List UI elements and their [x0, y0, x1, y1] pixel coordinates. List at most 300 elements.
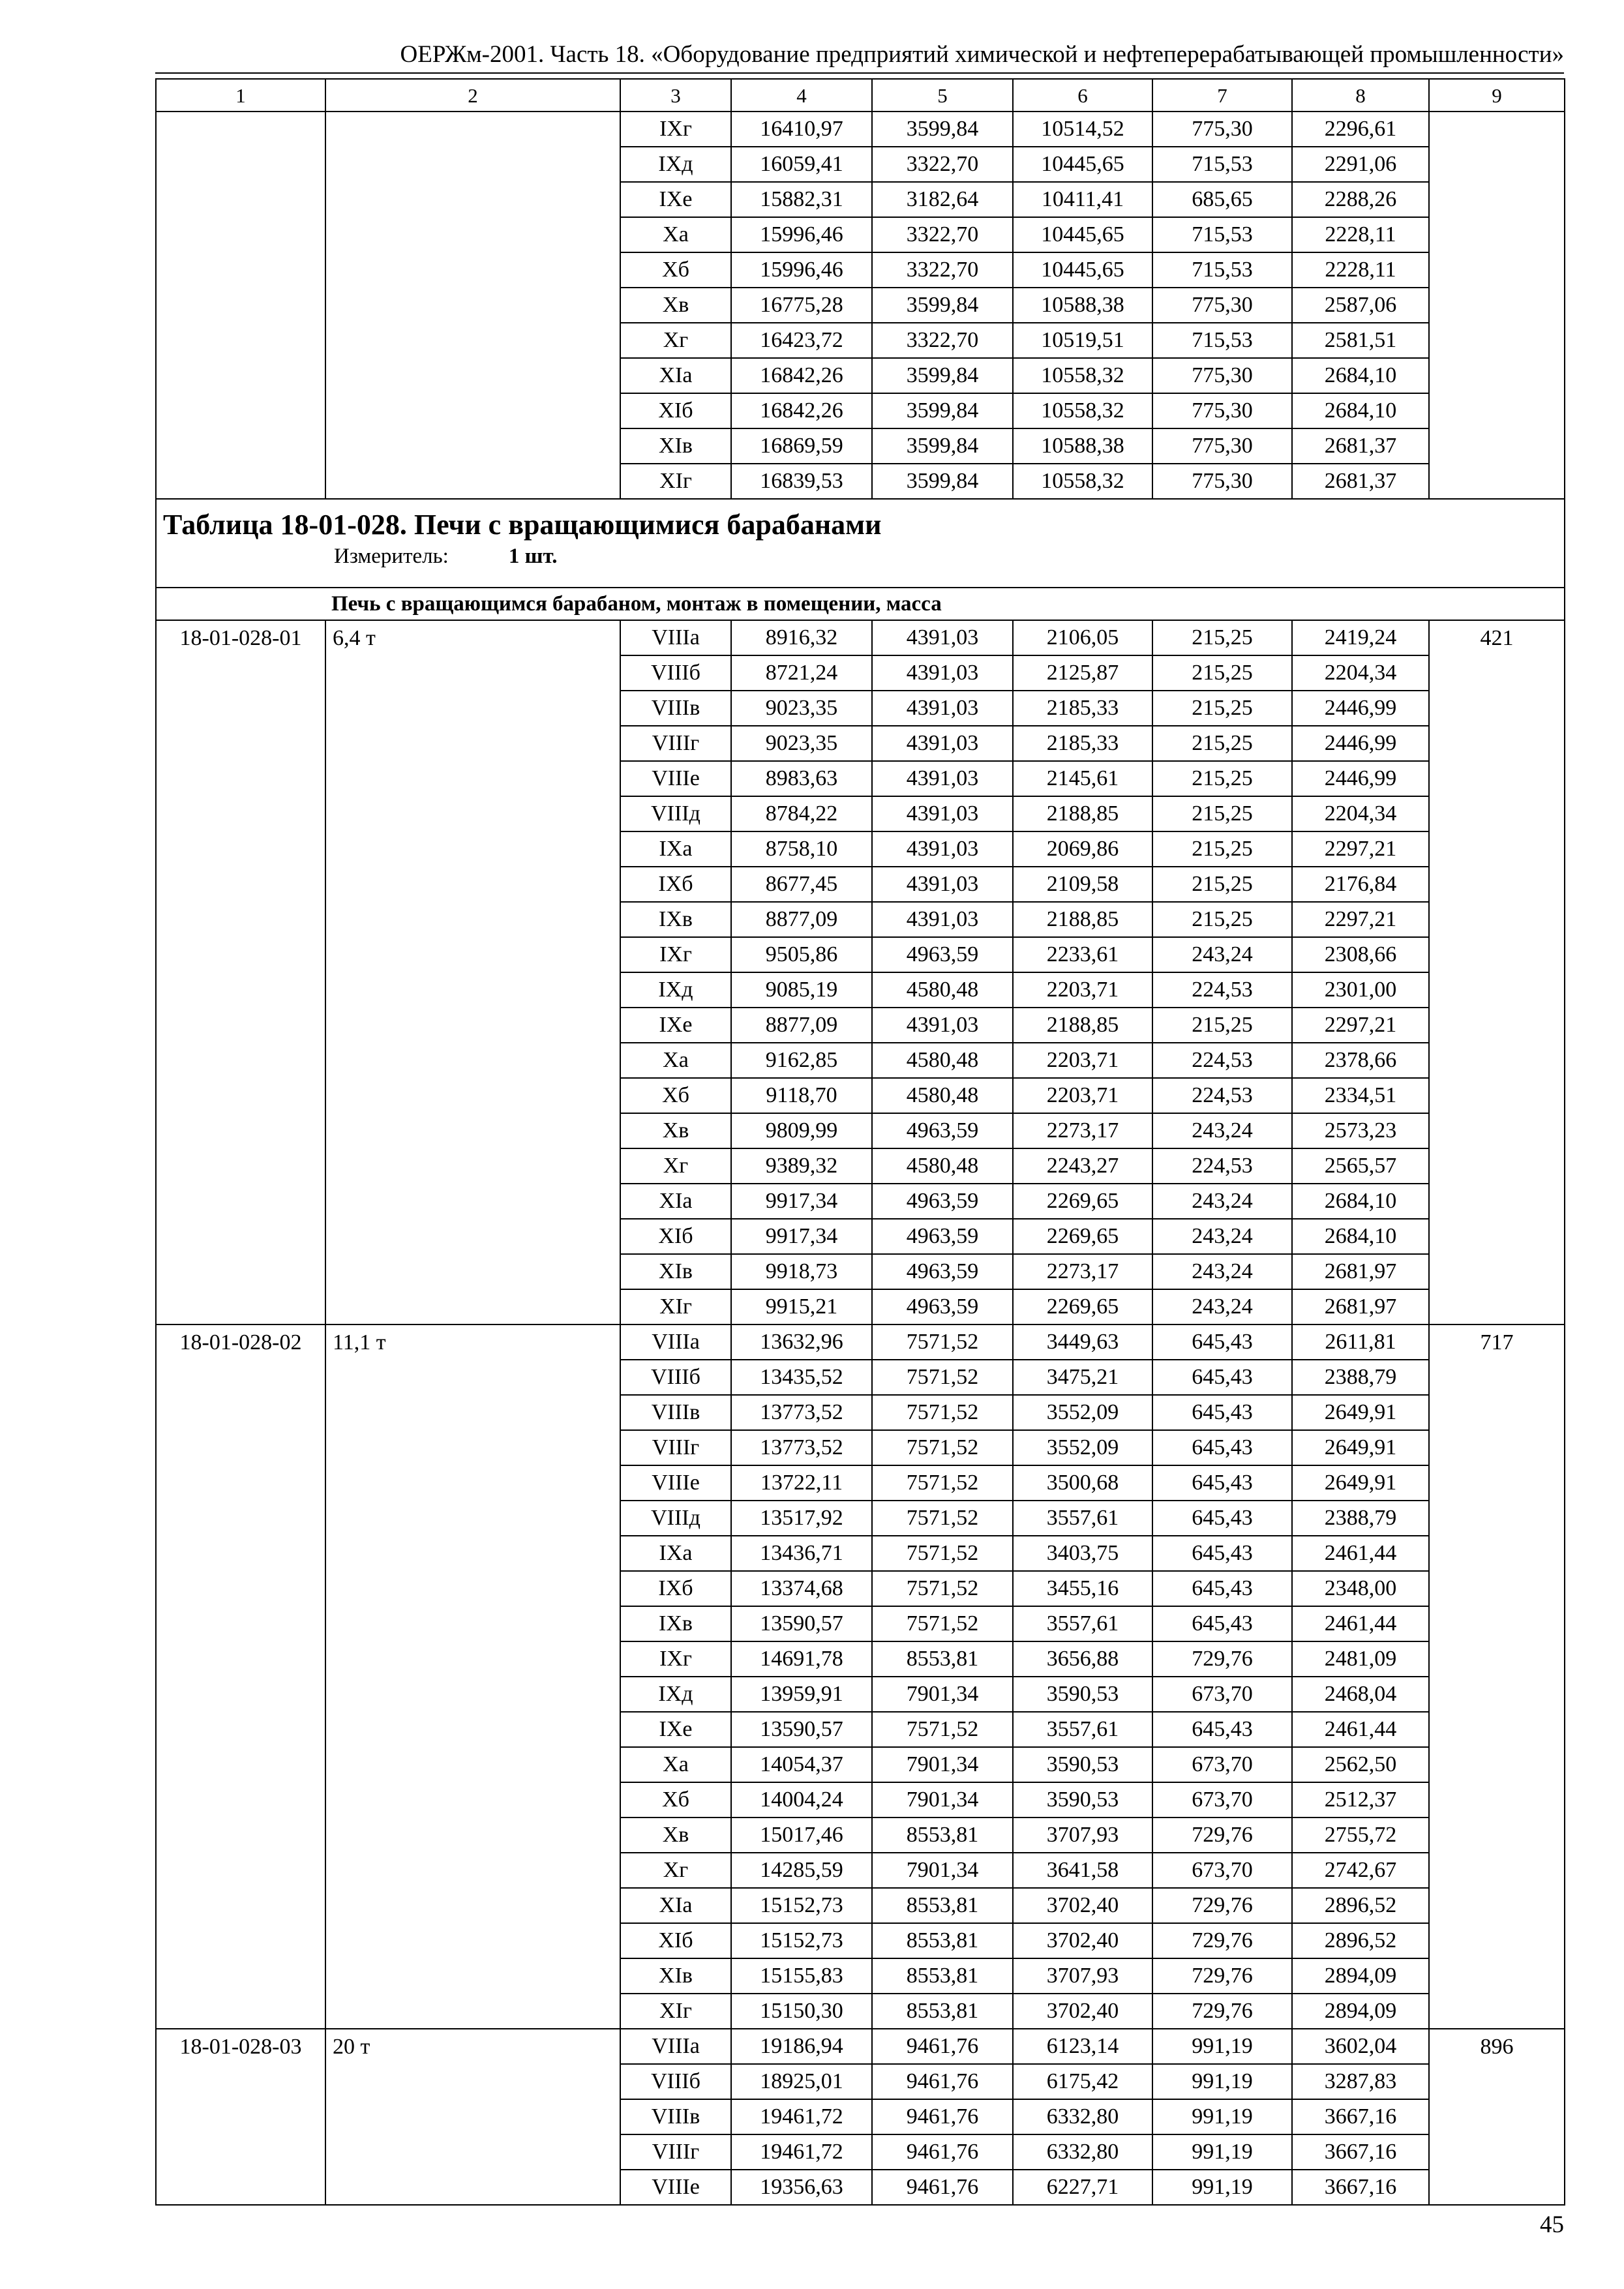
region-cell: VIIIе [620, 761, 731, 796]
unit-value: 1 шт. [508, 545, 558, 568]
labor-cost-cell: 4391,03 [872, 761, 1013, 796]
operator-wage-cell: 991,19 [1152, 2064, 1292, 2099]
operator-wage-cell: 243,24 [1152, 937, 1292, 972]
region-cell: VIIIа [620, 2029, 731, 2064]
operator-wage-cell: 645,43 [1152, 1606, 1292, 1641]
material-cost-cell: 2681,37 [1292, 464, 1429, 499]
labor-cost-cell: 4963,59 [872, 1219, 1013, 1254]
machine-cost-cell: 10445,65 [1013, 147, 1152, 182]
labor-cost-cell: 4580,48 [872, 972, 1013, 1008]
direct-cost-cell: 13773,52 [731, 1430, 872, 1465]
labor-cost-cell: 3322,70 [872, 217, 1013, 252]
material-cost-cell: 3287,83 [1292, 2064, 1429, 2099]
labor-cost-cell: 7571,52 [872, 1712, 1013, 1747]
labor-cost-cell: 9461,76 [872, 2170, 1013, 2205]
region-cell: VIIIг [620, 726, 731, 761]
operator-wage-cell: 215,25 [1152, 831, 1292, 867]
machine-cost-cell: 6332,80 [1013, 2134, 1152, 2170]
region-cell: IXд [620, 972, 731, 1008]
machine-cost-cell: 2269,65 [1013, 1219, 1152, 1254]
region-cell: IXг [620, 937, 731, 972]
direct-cost-cell: 8877,09 [731, 1008, 872, 1043]
machine-cost-cell: 2188,85 [1013, 1008, 1152, 1043]
material-cost-cell: 2388,79 [1292, 1360, 1429, 1395]
operator-wage-cell: 243,24 [1152, 1219, 1292, 1254]
material-cost-cell: 2896,52 [1292, 1888, 1429, 1923]
labor-cost-cell: 8553,81 [872, 1641, 1013, 1677]
material-cost-cell: 2681,37 [1292, 428, 1429, 464]
operator-wage-cell: 991,19 [1152, 2170, 1292, 2205]
labor-cost-cell: 7571,52 [872, 1430, 1013, 1465]
machine-cost-cell: 2269,65 [1013, 1289, 1152, 1324]
region-cell: XIб [620, 1219, 731, 1254]
direct-cost-cell: 9389,32 [731, 1148, 872, 1184]
machine-cost-cell: 2233,61 [1013, 937, 1152, 972]
direct-cost-cell: 15152,73 [731, 1888, 872, 1923]
direct-cost-cell: 8877,09 [731, 902, 872, 937]
machine-cost-cell: 3590,53 [1013, 1677, 1152, 1712]
material-cost-cell: 2684,10 [1292, 1219, 1429, 1254]
labor-cost-cell: 8553,81 [872, 1994, 1013, 2029]
operator-wage-cell: 243,24 [1152, 1184, 1292, 1219]
direct-cost-cell: 19186,94 [731, 2029, 872, 2064]
labor-cost-cell: 7571,52 [872, 1571, 1013, 1606]
machine-cost-cell: 2203,71 [1013, 1043, 1152, 1078]
region-cell: IXа [620, 1536, 731, 1571]
labor-cost-cell: 4391,03 [872, 831, 1013, 867]
hours-cell: 421 [1429, 620, 1565, 1324]
machine-cost-cell: 10558,32 [1013, 464, 1152, 499]
operator-wage-cell: 685,65 [1152, 182, 1292, 217]
machine-cost-cell: 3590,53 [1013, 1747, 1152, 1782]
labor-cost-cell: 7901,34 [872, 1853, 1013, 1888]
material-cost-cell: 2742,67 [1292, 1853, 1429, 1888]
region-cell: Xг [620, 1853, 731, 1888]
table-row [156, 112, 1565, 147]
direct-cost-cell: 9505,86 [731, 937, 872, 972]
region-cell: Xа [620, 1747, 731, 1782]
operator-wage-cell: 645,43 [1152, 1465, 1292, 1501]
labor-cost-cell: 4963,59 [872, 1254, 1013, 1289]
operator-wage-cell: 991,19 [1152, 2134, 1292, 2170]
material-cost-cell: 2204,34 [1292, 655, 1429, 691]
region-cell: VIIIг [620, 2134, 731, 2170]
direct-cost-cell: 13517,92 [731, 1501, 872, 1536]
header-rule [155, 72, 1564, 74]
operator-wage-cell: 775,30 [1152, 428, 1292, 464]
operator-wage-cell: 715,53 [1152, 323, 1292, 358]
direct-cost-cell: 13590,57 [731, 1712, 872, 1747]
operator-wage-cell: 715,53 [1152, 252, 1292, 288]
region-cell: VIIIа [620, 1324, 731, 1360]
direct-cost-cell: 14004,24 [731, 1782, 872, 1818]
column-number-cell: 3 [620, 79, 731, 112]
direct-cost-cell: 8784,22 [731, 796, 872, 831]
labor-cost-cell: 9461,76 [872, 2029, 1013, 2064]
material-cost-cell: 2562,50 [1292, 1747, 1429, 1782]
material-cost-cell: 3667,16 [1292, 2170, 1429, 2205]
material-cost-cell: 2176,84 [1292, 867, 1429, 902]
material-cost-cell: 2288,26 [1292, 182, 1429, 217]
labor-cost-cell: 3599,84 [872, 358, 1013, 393]
labor-cost-cell: 7571,52 [872, 1465, 1013, 1501]
material-cost-cell: 2446,99 [1292, 726, 1429, 761]
operator-wage-cell: 775,30 [1152, 393, 1292, 428]
region-cell: XIв [620, 1958, 731, 1994]
region-cell: XIа [620, 358, 731, 393]
direct-cost-cell: 19356,63 [731, 2170, 872, 2205]
direct-cost-cell: 8916,32 [731, 620, 872, 655]
region-cell: XIа [620, 1184, 731, 1219]
machine-cost-cell: 3707,93 [1013, 1958, 1152, 1994]
material-cost-cell: 2446,99 [1292, 761, 1429, 796]
material-cost-cell: 2291,06 [1292, 147, 1429, 182]
labor-cost-cell: 4963,59 [872, 1113, 1013, 1148]
direct-cost-cell: 13590,57 [731, 1606, 872, 1641]
material-cost-cell: 2681,97 [1292, 1254, 1429, 1289]
labor-cost-cell: 7901,34 [872, 1677, 1013, 1712]
subheading-row [156, 588, 1565, 620]
material-cost-cell: 2461,44 [1292, 1712, 1429, 1747]
column-number-row [156, 79, 1565, 112]
direct-cost-cell: 15882,31 [731, 182, 872, 217]
material-cost-cell: 2649,91 [1292, 1465, 1429, 1501]
operator-wage-cell: 673,70 [1152, 1853, 1292, 1888]
region-cell: IXв [620, 902, 731, 937]
operator-wage-cell: 775,30 [1152, 464, 1292, 499]
direct-cost-cell: 9809,99 [731, 1113, 872, 1148]
machine-cost-cell: 2185,33 [1013, 726, 1152, 761]
region-cell: XIб [620, 393, 731, 428]
direct-cost-cell: 18925,01 [731, 2064, 872, 2099]
table-title-cell [156, 499, 1565, 588]
operator-wage-cell: 775,30 [1152, 112, 1292, 147]
operator-wage-cell: 645,43 [1152, 1395, 1292, 1430]
region-cell: IXб [620, 867, 731, 902]
machine-cost-cell: 10558,32 [1013, 358, 1152, 393]
region-cell: IXб [620, 1571, 731, 1606]
direct-cost-cell: 13374,68 [731, 1571, 872, 1606]
machine-cost-cell: 6332,80 [1013, 2099, 1152, 2134]
machine-cost-cell: 10519,51 [1013, 323, 1152, 358]
labor-cost-cell: 3599,84 [872, 464, 1013, 499]
code-cell: 18-01-028-03 [156, 2029, 325, 2205]
region-cell: XIв [620, 428, 731, 464]
region-cell: IXе [620, 1712, 731, 1747]
material-cost-cell: 2419,24 [1292, 620, 1429, 655]
material-cost-cell: 2755,72 [1292, 1818, 1429, 1853]
region-cell: VIIIб [620, 655, 731, 691]
price-table [155, 78, 1565, 2206]
material-cost-cell: 2297,21 [1292, 831, 1429, 867]
material-cost-cell: 2334,51 [1292, 1078, 1429, 1113]
machine-cost-cell: 2269,65 [1013, 1184, 1152, 1219]
labor-cost-cell: 7571,52 [872, 1360, 1013, 1395]
labor-cost-cell: 7571,52 [872, 1606, 1013, 1641]
labor-cost-cell: 3599,84 [872, 428, 1013, 464]
labor-cost-cell: 9461,76 [872, 2064, 1013, 2099]
direct-cost-cell: 16775,28 [731, 288, 872, 323]
labor-cost-cell: 7901,34 [872, 1782, 1013, 1818]
labor-cost-cell: 7901,34 [872, 1747, 1013, 1782]
machine-cost-cell: 10445,65 [1013, 252, 1152, 288]
region-cell: IXг [620, 1641, 731, 1677]
machine-cost-cell: 2203,71 [1013, 972, 1152, 1008]
direct-cost-cell: 15152,73 [731, 1923, 872, 1958]
machine-cost-cell: 3702,40 [1013, 1888, 1152, 1923]
region-cell: IXг [620, 112, 731, 147]
material-cost-cell: 2348,00 [1292, 1571, 1429, 1606]
machine-cost-cell: 3641,58 [1013, 1853, 1152, 1888]
operator-wage-cell: 645,43 [1152, 1571, 1292, 1606]
direct-cost-cell: 9918,73 [731, 1254, 872, 1289]
unit-row [163, 543, 1556, 570]
material-cost-cell: 2481,09 [1292, 1641, 1429, 1677]
machine-cost-cell: 3552,09 [1013, 1430, 1152, 1465]
direct-cost-cell: 8983,63 [731, 761, 872, 796]
direct-cost-cell: 8758,10 [731, 831, 872, 867]
material-cost-cell: 2378,66 [1292, 1043, 1429, 1078]
material-cost-cell: 2461,44 [1292, 1606, 1429, 1641]
labor-cost-cell: 4391,03 [872, 620, 1013, 655]
operator-wage-cell: 215,25 [1152, 902, 1292, 937]
machine-cost-cell: 2185,33 [1013, 691, 1152, 726]
material-cost-cell: 2649,91 [1292, 1395, 1429, 1430]
direct-cost-cell: 16410,97 [731, 112, 872, 147]
operator-wage-cell: 645,43 [1152, 1501, 1292, 1536]
labor-cost-cell: 4391,03 [872, 902, 1013, 937]
material-cost-cell: 2297,21 [1292, 1008, 1429, 1043]
machine-cost-cell: 10514,52 [1013, 112, 1152, 147]
material-cost-cell: 2894,09 [1292, 1958, 1429, 1994]
column-number-cell: 4 [731, 79, 872, 112]
material-cost-cell: 2684,10 [1292, 393, 1429, 428]
machine-cost-cell: 3449,63 [1013, 1324, 1152, 1360]
material-cost-cell: 2681,97 [1292, 1289, 1429, 1324]
mass-cell: 11,1 т [325, 1324, 620, 2029]
material-cost-cell: 2611,81 [1292, 1324, 1429, 1360]
labor-cost-cell: 3599,84 [872, 393, 1013, 428]
operator-wage-cell: 775,30 [1152, 288, 1292, 323]
direct-cost-cell: 9915,21 [731, 1289, 872, 1324]
machine-cost-cell: 6175,42 [1013, 2064, 1152, 2099]
machine-cost-cell: 3557,61 [1013, 1712, 1152, 1747]
region-cell: XIб [620, 1923, 731, 1958]
region-cell: VIIIе [620, 1465, 731, 1501]
machine-cost-cell: 3500,68 [1013, 1465, 1152, 1501]
operator-wage-cell: 215,25 [1152, 761, 1292, 796]
labor-cost-cell: 7571,52 [872, 1501, 1013, 1536]
direct-cost-cell: 13722,11 [731, 1465, 872, 1501]
machine-cost-cell: 2106,05 [1013, 620, 1152, 655]
labor-cost-cell: 4963,59 [872, 1184, 1013, 1219]
material-cost-cell: 2512,37 [1292, 1782, 1429, 1818]
operator-wage-cell: 729,76 [1152, 1994, 1292, 2029]
labor-cost-cell: 4963,59 [872, 1289, 1013, 1324]
direct-cost-cell: 16842,26 [731, 393, 872, 428]
material-cost-cell: 2204,34 [1292, 796, 1429, 831]
table-title-row [156, 499, 1565, 588]
labor-cost-cell: 7571,52 [872, 1395, 1013, 1430]
material-cost-cell: 2565,57 [1292, 1148, 1429, 1184]
machine-cost-cell: 2145,61 [1013, 761, 1152, 796]
material-cost-cell: 2587,06 [1292, 288, 1429, 323]
operator-wage-cell: 215,25 [1152, 1008, 1292, 1043]
direct-cost-cell: 8677,45 [731, 867, 872, 902]
labor-cost-cell: 4580,48 [872, 1148, 1013, 1184]
region-cell: VIIIв [620, 1395, 731, 1430]
region-cell: VIIIд [620, 1501, 731, 1536]
labor-cost-cell: 4391,03 [872, 867, 1013, 902]
direct-cost-cell: 13959,91 [731, 1677, 872, 1712]
direct-cost-cell: 8721,24 [731, 655, 872, 691]
direct-cost-cell: 13773,52 [731, 1395, 872, 1430]
labor-cost-cell: 8553,81 [872, 1888, 1013, 1923]
labor-cost-cell: 9461,76 [872, 2134, 1013, 2170]
operator-wage-cell: 673,70 [1152, 1677, 1292, 1712]
material-cost-cell: 2301,00 [1292, 972, 1429, 1008]
labor-cost-cell: 8553,81 [872, 1923, 1013, 1958]
mass-cell [325, 112, 620, 499]
region-cell: IXв [620, 1606, 731, 1641]
operator-wage-cell: 673,70 [1152, 1747, 1292, 1782]
machine-cost-cell: 2125,87 [1013, 655, 1152, 691]
labor-cost-cell: 4391,03 [872, 796, 1013, 831]
region-cell: Xв [620, 1113, 731, 1148]
direct-cost-cell: 19461,72 [731, 2099, 872, 2134]
operator-wage-cell: 991,19 [1152, 2029, 1292, 2064]
region-cell: Xв [620, 288, 731, 323]
region-cell: IXе [620, 1008, 731, 1043]
direct-cost-cell: 13436,71 [731, 1536, 872, 1571]
operator-wage-cell: 215,25 [1152, 620, 1292, 655]
material-cost-cell: 2896,52 [1292, 1923, 1429, 1958]
unit-label: Измеритель: [334, 545, 449, 568]
operator-wage-cell: 991,19 [1152, 2099, 1292, 2134]
direct-cost-cell: 16839,53 [731, 464, 872, 499]
column-number-cell: 2 [325, 79, 620, 112]
material-cost-cell: 2297,21 [1292, 902, 1429, 937]
material-cost-cell: 2228,11 [1292, 217, 1429, 252]
material-cost-cell: 2446,99 [1292, 691, 1429, 726]
region-cell: XIа [620, 1888, 731, 1923]
column-number-cell: 6 [1013, 79, 1152, 112]
labor-cost-cell: 8553,81 [872, 1818, 1013, 1853]
direct-cost-cell: 15996,46 [731, 217, 872, 252]
labor-cost-cell: 3322,70 [872, 323, 1013, 358]
operator-wage-cell: 645,43 [1152, 1712, 1292, 1747]
region-cell: Xа [620, 1043, 731, 1078]
machine-cost-cell: 10588,38 [1013, 288, 1152, 323]
table-title: Таблица 18-01-028. Печи с вращающимися барабанами [163, 509, 882, 541]
operator-wage-cell: 673,70 [1152, 1782, 1292, 1818]
region-cell: VIIIе [620, 2170, 731, 2205]
operator-wage-cell: 729,76 [1152, 1958, 1292, 1994]
code-cell: 18-01-028-01 [156, 620, 325, 1324]
direct-cost-cell: 9917,34 [731, 1219, 872, 1254]
direct-cost-cell: 13435,52 [731, 1360, 872, 1395]
machine-cost-cell: 2069,86 [1013, 831, 1152, 867]
machine-cost-cell: 10558,32 [1013, 393, 1152, 428]
machine-cost-cell: 2188,85 [1013, 796, 1152, 831]
region-cell: XIг [620, 1994, 731, 2029]
region-cell: VIIIв [620, 2099, 731, 2134]
operator-wage-cell: 215,25 [1152, 691, 1292, 726]
machine-cost-cell: 2243,27 [1013, 1148, 1152, 1184]
material-cost-cell: 2228,11 [1292, 252, 1429, 288]
region-cell: VIIIб [620, 2064, 731, 2099]
material-cost-cell: 3602,04 [1292, 2029, 1429, 2064]
region-cell: Xг [620, 323, 731, 358]
machine-cost-cell: 3590,53 [1013, 1782, 1152, 1818]
region-cell: IXд [620, 1677, 731, 1712]
region-cell: IXа [620, 831, 731, 867]
direct-cost-cell: 16059,41 [731, 147, 872, 182]
column-number-cell: 9 [1429, 79, 1565, 112]
material-cost-cell: 2649,91 [1292, 1430, 1429, 1465]
column-number-cell: 1 [156, 79, 325, 112]
column-number-cell: 8 [1292, 79, 1429, 112]
operator-wage-cell: 224,53 [1152, 1148, 1292, 1184]
labor-cost-cell: 9461,76 [872, 2099, 1013, 2134]
operator-wage-cell: 243,24 [1152, 1254, 1292, 1289]
hours-cell: 896 [1429, 2029, 1565, 2205]
labor-cost-cell: 4963,59 [872, 937, 1013, 972]
operator-wage-cell: 729,76 [1152, 1818, 1292, 1853]
material-cost-cell: 2684,10 [1292, 1184, 1429, 1219]
labor-cost-cell: 7571,52 [872, 1536, 1013, 1571]
region-cell: IXе [620, 182, 731, 217]
direct-cost-cell: 13632,96 [731, 1324, 872, 1360]
operator-wage-cell: 729,76 [1152, 1641, 1292, 1677]
direct-cost-cell: 14054,37 [731, 1747, 872, 1782]
region-cell: Xб [620, 1782, 731, 1818]
material-cost-cell: 2461,44 [1292, 1536, 1429, 1571]
region-cell: XIг [620, 464, 731, 499]
operator-wage-cell: 729,76 [1152, 1923, 1292, 1958]
code-cell [156, 112, 325, 499]
page-number: 45 [1540, 2211, 1564, 2238]
direct-cost-cell: 9162,85 [731, 1043, 872, 1078]
machine-cost-cell: 6227,71 [1013, 2170, 1152, 2205]
machine-cost-cell: 3557,61 [1013, 1501, 1152, 1536]
operator-wage-cell: 243,24 [1152, 1289, 1292, 1324]
region-cell: IXд [620, 147, 731, 182]
material-cost-cell: 2308,66 [1292, 937, 1429, 972]
labor-cost-cell: 3599,84 [872, 288, 1013, 323]
direct-cost-cell: 15155,83 [731, 1958, 872, 1994]
labor-cost-cell: 4391,03 [872, 691, 1013, 726]
labor-cost-cell: 8553,81 [872, 1958, 1013, 1994]
operator-wage-cell: 715,53 [1152, 217, 1292, 252]
direct-cost-cell: 16423,72 [731, 323, 872, 358]
region-cell: XIг [620, 1289, 731, 1324]
region-cell: VIIIа [620, 620, 731, 655]
operator-wage-cell: 215,25 [1152, 726, 1292, 761]
direct-cost-cell: 19461,72 [731, 2134, 872, 2170]
region-cell: VIIIб [620, 1360, 731, 1395]
machine-cost-cell: 3702,40 [1013, 1994, 1152, 2029]
machine-cost-cell: 3702,40 [1013, 1923, 1152, 1958]
operator-wage-cell: 224,53 [1152, 972, 1292, 1008]
operator-wage-cell: 215,25 [1152, 655, 1292, 691]
machine-cost-cell: 2203,71 [1013, 1078, 1152, 1113]
region-cell: Xб [620, 1078, 731, 1113]
operator-wage-cell: 224,53 [1152, 1043, 1292, 1078]
code-cell: 18-01-028-02 [156, 1324, 325, 2029]
material-cost-cell: 2581,51 [1292, 323, 1429, 358]
labor-cost-cell: 4391,03 [872, 655, 1013, 691]
